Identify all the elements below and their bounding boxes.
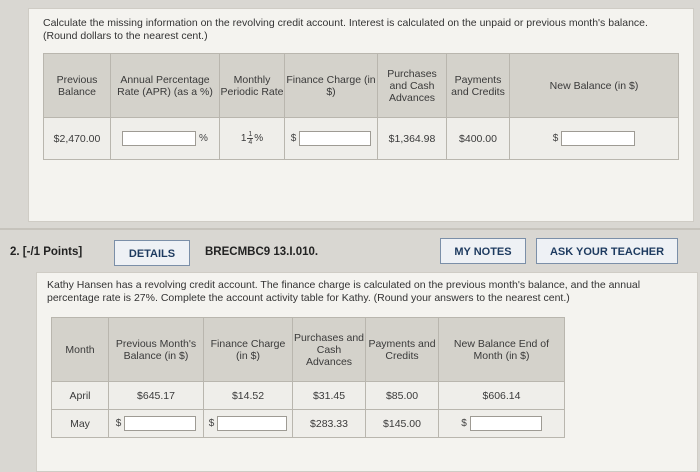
header-monthly-rate: Monthly Periodic Rate <box>220 54 285 118</box>
cell-payments: $145.00 <box>366 410 439 438</box>
q2-account-table <box>51 317 565 438</box>
header-month: Month <box>52 318 109 382</box>
monthly-rate-numerator: 1 <box>248 131 253 138</box>
may-prev-balance-input[interactable] <box>124 416 196 431</box>
ask-teacher-button[interactable]: ASK YOUR TEACHER <box>536 238 678 264</box>
prev-balance-currency: $ <box>115 418 122 429</box>
new-balance-currency-2: $ <box>461 418 467 429</box>
monthly-rate-whole: 1 <box>240 133 247 144</box>
new-balance-input[interactable] <box>561 131 635 146</box>
question-1-panel <box>28 8 694 222</box>
apr-input[interactable] <box>122 131 196 146</box>
new-balance-currency: $ <box>552 133 559 144</box>
q2-header-row <box>52 318 565 382</box>
cell-month: April <box>52 382 109 410</box>
question-2-title: 2. [-/1 Points] <box>10 246 83 258</box>
cell-apr <box>111 118 220 160</box>
cell-monthly-rate <box>220 118 285 160</box>
cell-payments: $400.00 <box>447 118 510 160</box>
question-2-panel <box>36 272 698 472</box>
header-finance-charge-2: Finance Charge (in $) <box>204 318 293 382</box>
cell-new-balance <box>439 410 565 438</box>
cell-finance-charge <box>285 118 378 160</box>
cell-previous-balance: $2,470.00 <box>44 118 111 160</box>
header-finance-charge: Finance Charge (in $) <box>285 54 378 118</box>
q1-instructions: Calculate the missing information on the revolving credit account. Interest is calculated on the unpaid or previous month's balance. (Round dollars to the nearest cent.) <box>43 17 648 42</box>
q2-instructions: Kathy Hansen has a revolving credit account. The finance charge is calculated on the previous month's balance, and the annual percentage rate is 27%. Complete the account activity table for Kathy. (Round your answers to the nearest cent.) <box>47 279 641 304</box>
my-notes-button[interactable]: MY NOTES <box>440 238 526 264</box>
finance-currency-2: $ <box>208 418 215 429</box>
finance-charge-input[interactable] <box>299 131 371 146</box>
cell-payments: $85.00 <box>366 382 439 410</box>
cell-prev-balance: $645.17 <box>109 382 204 410</box>
header-payments: Payments and Credits <box>447 54 510 118</box>
header-apr: Annual Percentage Rate (APR) (as a %) <box>111 54 220 118</box>
finance-currency: $ <box>290 133 297 144</box>
section-divider <box>0 228 700 230</box>
header-new-balance-end: New Balance End of Month (in $) <box>439 318 565 382</box>
cell-new-balance: $606.14 <box>439 382 565 410</box>
cell-purchases: $31.45 <box>293 382 366 410</box>
cell-new-balance <box>510 118 679 160</box>
cell-finance-charge <box>204 410 293 438</box>
cell-purchases: $1,364.98 <box>378 118 447 160</box>
header-previous-balance: Previous Balance <box>44 54 111 118</box>
header-new-balance: New Balance (in $) <box>510 54 679 118</box>
header-purchases: Purchases and Cash Advances <box>378 54 447 118</box>
q1-data-row <box>44 118 679 160</box>
cell-finance-charge: $14.52 <box>204 382 293 410</box>
details-button[interactable]: DETAILS <box>114 240 190 266</box>
header-purchases-2: Purchases and Cash Advances <box>293 318 366 382</box>
cell-month: May <box>52 410 109 438</box>
table-row <box>52 382 565 410</box>
header-prev-month-balance: Previous Month's Balance (in $) <box>109 318 204 382</box>
cell-prev-balance <box>109 410 204 438</box>
q1-credit-table <box>43 53 679 160</box>
cell-purchases: $283.33 <box>293 410 366 438</box>
question-code: BRECMBC9 13.I.010. <box>205 246 319 258</box>
monthly-rate-fraction <box>241 131 263 146</box>
may-finance-charge-input[interactable] <box>217 416 287 431</box>
monthly-rate-denominator: 4 <box>248 139 253 146</box>
header-payments-2: Payments and Credits <box>366 318 439 382</box>
may-new-balance-input[interactable] <box>470 416 542 431</box>
table-row <box>52 410 565 438</box>
monthly-rate-unit: % <box>254 133 264 144</box>
q1-header-row <box>44 54 679 118</box>
apr-unit: % <box>199 133 208 144</box>
